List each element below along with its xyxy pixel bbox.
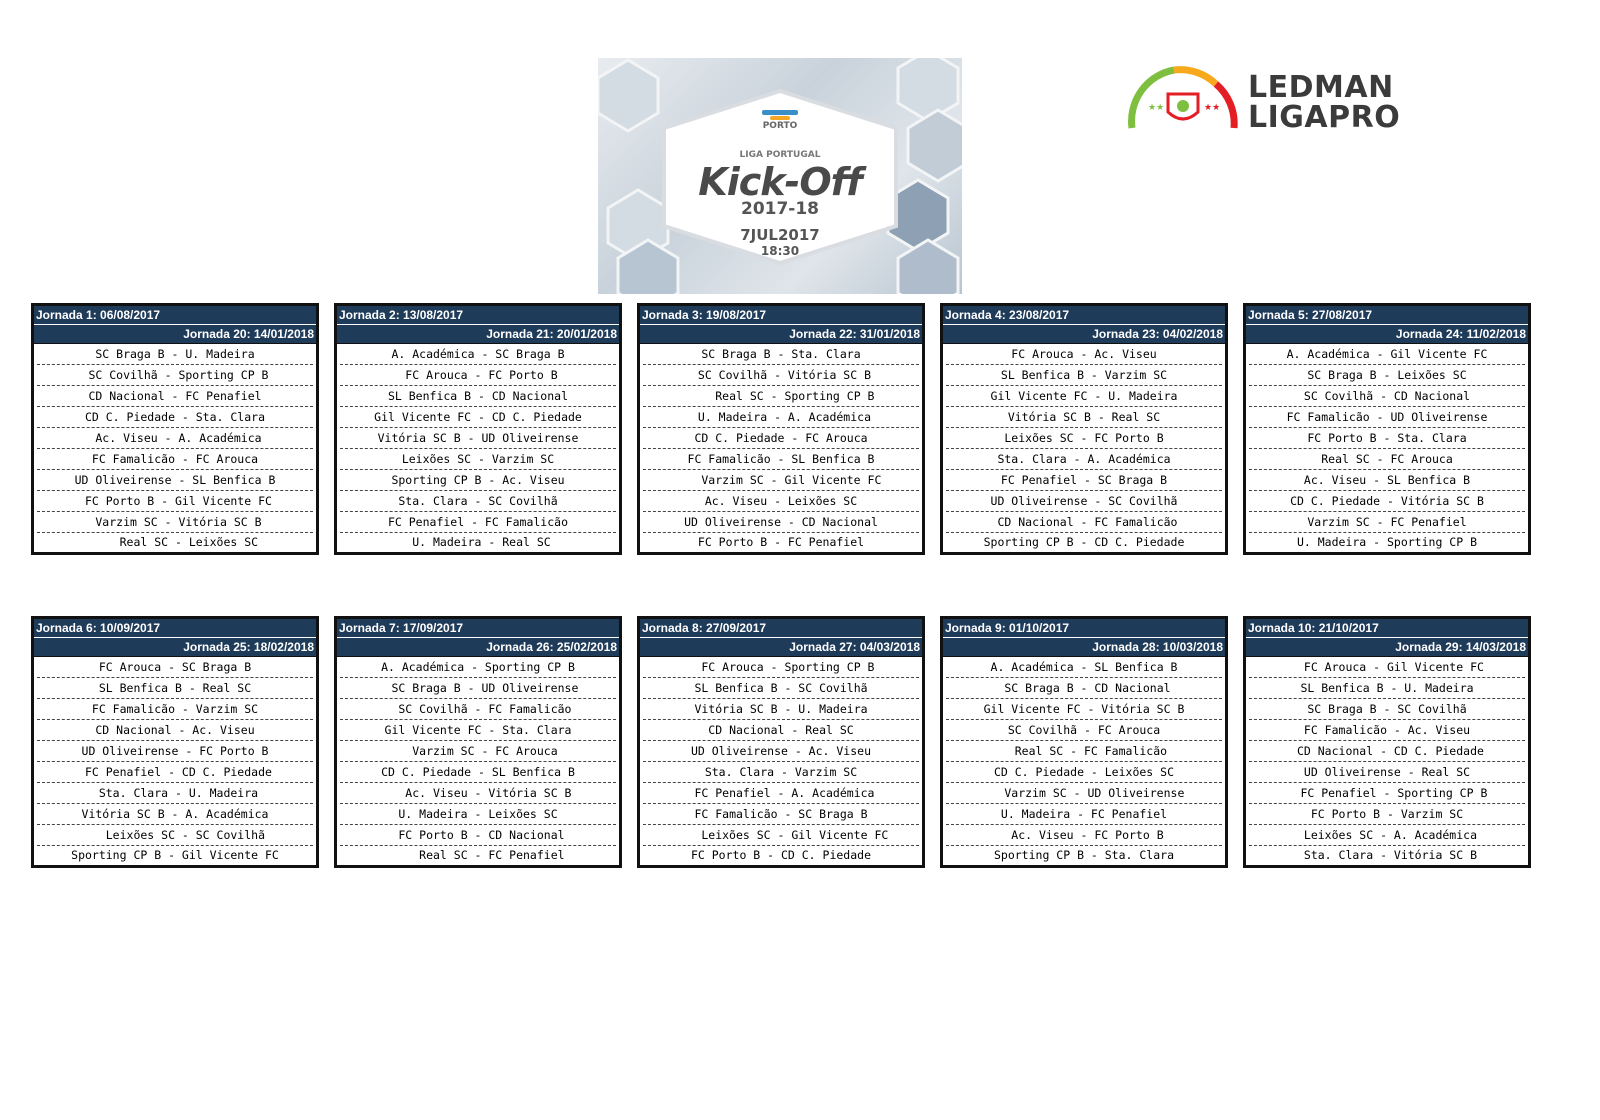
match-row: SC Covilhã - FC Arouca bbox=[946, 720, 1222, 741]
round-second-leg-header: Jornada 21: 20/01/2018 bbox=[337, 325, 619, 344]
svg-text:★★: ★★ bbox=[1204, 103, 1221, 113]
match-row: FC Porto B - CD C. Piedade bbox=[690, 848, 871, 862]
match-row: SL Benfica B - Real SC bbox=[37, 678, 313, 699]
match-row: SC Covilhã - CD Nacional bbox=[1249, 386, 1525, 407]
round-table bbox=[1243, 616, 1531, 868]
match-row: SC Braga B - SC Covilhã bbox=[1249, 699, 1525, 720]
match-row: Sporting CP B - Gil Vicente FC bbox=[71, 848, 279, 862]
match-row: Varzim SC - FC Arouca bbox=[340, 741, 616, 762]
match-row: SC Covilhã - FC Famalicão bbox=[340, 699, 616, 720]
round-table bbox=[940, 616, 1228, 868]
match-row: CD C. Piedade - FC Arouca bbox=[643, 428, 919, 449]
match-row: FC Arouca - Sporting CP B bbox=[643, 657, 919, 678]
ledman-ligapro-logo bbox=[1124, 62, 1414, 138]
match-row: FC Porto B - Sta. Clara bbox=[1249, 428, 1525, 449]
match-row: Leixões SC - SC Covilhã bbox=[37, 825, 313, 846]
match-row: Vitória SC B - A. Académica bbox=[37, 804, 313, 825]
match-row: SL Benfica B - SC Covilhã bbox=[643, 678, 919, 699]
match-row: Sta. Clara - Vitória SC B bbox=[1296, 848, 1477, 862]
logo-line1: LEDMAN bbox=[1248, 70, 1394, 105]
match-row: UD Oliveirense - Ac. Viseu bbox=[643, 741, 919, 762]
match-row: Varzim SC - Gil Vicente FC bbox=[643, 470, 919, 491]
round-table bbox=[637, 616, 925, 868]
match-row: FC Famalicão - FC Arouca bbox=[37, 449, 313, 470]
match-row: CD Nacional - FC Famalicão bbox=[946, 512, 1222, 533]
round-second-leg-header: Jornada 27: 04/03/2018 bbox=[640, 638, 922, 657]
match-row: Vitória SC B - UD Oliveirense bbox=[340, 428, 616, 449]
match-row: FC Porto B - FC Penafiel bbox=[697, 535, 865, 549]
match-row: Real SC - Sporting CP B bbox=[643, 386, 919, 407]
kickoff-banner bbox=[598, 58, 962, 294]
match-row: A. Académica - SL Benfica B bbox=[946, 657, 1222, 678]
match-row: U. Madeira - FC Penafiel bbox=[946, 804, 1222, 825]
round-first-leg-header: Jornada 10: 21/10/2017 bbox=[1246, 619, 1528, 638]
match-row: U. Madeira - Real SC bbox=[405, 535, 551, 549]
match-row: CD Nacional - Ac. Viseu bbox=[37, 720, 313, 741]
kickoff-season: 2017-18 bbox=[740, 199, 820, 219]
match-row: UD Oliveirense - CD Nacional bbox=[643, 512, 919, 533]
round-table bbox=[1243, 303, 1531, 555]
match-row: FC Arouca - Ac. Viseu bbox=[946, 344, 1222, 365]
kickoff-title: Kick-Off bbox=[698, 160, 862, 204]
match-row: U. Madeira - A. Académica bbox=[643, 407, 919, 428]
match-row: Varzim SC - Vitória SC B bbox=[37, 512, 313, 533]
match-row: Gil Vicente FC - Sta. Clara bbox=[340, 720, 616, 741]
round-second-leg-header: Jornada 25: 18/02/2018 bbox=[34, 638, 316, 657]
match-row: FC Porto B - CD Nacional bbox=[340, 825, 616, 846]
match-row: UD Oliveirense - Real SC bbox=[1249, 762, 1525, 783]
match-row: Vitória SC B - Real SC bbox=[946, 407, 1222, 428]
round-table bbox=[31, 616, 319, 868]
match-row: Vitória SC B - U. Madeira bbox=[643, 699, 919, 720]
match-row: SL Benfica B - U. Madeira bbox=[1249, 678, 1525, 699]
match-row: Sporting CP B - CD C. Piedade bbox=[983, 535, 1185, 549]
match-row: FC Arouca - SC Braga B bbox=[37, 657, 313, 678]
match-row: Real SC - FC Penafiel bbox=[391, 848, 565, 862]
match-row: UD Oliveirense - SC Covilhã bbox=[946, 491, 1222, 512]
round-second-leg-header: Jornada 24: 11/02/2018 bbox=[1246, 325, 1528, 344]
match-row: A. Académica - Gil Vicente FC bbox=[1249, 344, 1525, 365]
round-second-leg-header: Jornada 22: 31/01/2018 bbox=[640, 325, 922, 344]
match-row: CD C. Piedade - Vitória SC B bbox=[1249, 491, 1525, 512]
match-row: Ac. Viseu - FC Porto B bbox=[946, 825, 1222, 846]
round-first-leg-header: Jornada 1: 06/08/2017 bbox=[34, 306, 316, 325]
match-row: FC Penafiel - SC Braga B bbox=[946, 470, 1222, 491]
kickoff-time: 18:30 bbox=[760, 244, 800, 258]
round-first-leg-header: Jornada 7: 17/09/2017 bbox=[337, 619, 619, 638]
match-row: FC Arouca - FC Porto B bbox=[340, 365, 616, 386]
match-row: SC Covilhã - Vitória SC B bbox=[643, 365, 919, 386]
match-row: Sta. Clara - A. Académica bbox=[946, 449, 1222, 470]
round-second-leg-header: Jornada 20: 14/01/2018 bbox=[34, 325, 316, 344]
match-row: FC Famalicão - UD Oliveirense bbox=[1249, 407, 1525, 428]
kickoff-date: 7JUL2017 bbox=[740, 226, 820, 244]
round-first-leg-header: Jornada 4: 23/08/2017 bbox=[943, 306, 1225, 325]
match-row: Sta. Clara - SC Covilhã bbox=[340, 491, 616, 512]
round-second-leg-header: Jornada 26: 25/02/2018 bbox=[337, 638, 619, 657]
match-row: FC Penafiel - CD C. Piedade bbox=[37, 762, 313, 783]
round-first-leg-header: Jornada 5: 27/08/2017 bbox=[1246, 306, 1528, 325]
match-row: Varzim SC - UD Oliveirense bbox=[946, 783, 1222, 804]
match-row: SL Benfica B - Varzim SC bbox=[946, 365, 1222, 386]
match-row: CD Nacional - FC Penafiel bbox=[37, 386, 313, 407]
match-row: FC Penafiel - FC Famalicão bbox=[340, 512, 616, 533]
match-row: Varzim SC - FC Penafiel bbox=[1249, 512, 1525, 533]
round-table bbox=[940, 303, 1228, 555]
match-row: FC Famalicão - SC Braga B bbox=[643, 804, 919, 825]
match-row: Leixões SC - A. Académica bbox=[1249, 825, 1525, 846]
kickoff-org: PORTO bbox=[762, 121, 798, 131]
match-row: CD C. Piedade - Leixões SC bbox=[946, 762, 1222, 783]
kickoff-league: LIGA PORTUGAL bbox=[739, 150, 821, 160]
match-row: Ac. Viseu - A. Académica bbox=[37, 428, 313, 449]
match-row: CD Nacional - CD C. Piedade bbox=[1249, 741, 1525, 762]
match-row: Real SC - FC Arouca bbox=[1249, 449, 1525, 470]
match-row: Ac. Viseu - Vitória SC B bbox=[340, 783, 616, 804]
match-row: SC Braga B - UD Oliveirense bbox=[340, 678, 616, 699]
match-row: FC Porto B - Varzim SC bbox=[1249, 804, 1525, 825]
round-table bbox=[31, 303, 319, 555]
round-second-leg-header: Jornada 29: 14/03/2018 bbox=[1246, 638, 1528, 657]
match-row: SC Covilhã - Sporting CP B bbox=[37, 365, 313, 386]
match-row: FC Famalicão - Varzim SC bbox=[37, 699, 313, 720]
match-row: Gil Vicente FC - U. Madeira bbox=[946, 386, 1222, 407]
match-row: Sporting CP B - Ac. Viseu bbox=[340, 470, 616, 491]
match-row: FC Penafiel - Sporting CP B bbox=[1249, 783, 1525, 804]
match-row: Leixões SC - FC Porto B bbox=[946, 428, 1222, 449]
match-row: Ac. Viseu - SL Benfica B bbox=[1249, 470, 1525, 491]
round-table bbox=[334, 303, 622, 555]
match-row: CD C. Piedade - Sta. Clara bbox=[37, 407, 313, 428]
match-row: Ac. Viseu - Leixões SC bbox=[643, 491, 919, 512]
match-row: SC Braga B - U. Madeira bbox=[37, 344, 313, 365]
match-row: FC Famalicão - SL Benfica B bbox=[643, 449, 919, 470]
match-row: Sporting CP B - Sta. Clara bbox=[993, 848, 1174, 862]
match-row: FC Penafiel - A. Académica bbox=[643, 783, 919, 804]
logo-arc-icon bbox=[1124, 62, 1244, 138]
match-row: Real SC - FC Famalicão bbox=[946, 741, 1222, 762]
match-row: UD Oliveirense - SL Benfica B bbox=[37, 470, 313, 491]
match-row: U. Madeira - Leixões SC bbox=[340, 804, 616, 825]
match-row: CD Nacional - Real SC bbox=[643, 720, 919, 741]
match-row: SC Braga B - CD Nacional bbox=[946, 678, 1222, 699]
round-first-leg-header: Jornada 6: 10/09/2017 bbox=[34, 619, 316, 638]
round-first-leg-header: Jornada 3: 19/08/2017 bbox=[640, 306, 922, 325]
match-row: FC Famalicão - Ac. Viseu bbox=[1249, 720, 1525, 741]
round-table bbox=[334, 616, 622, 868]
round-first-leg-header: Jornada 9: 01/10/2017 bbox=[943, 619, 1225, 638]
match-row: SC Braga B - Sta. Clara bbox=[643, 344, 919, 365]
round-table bbox=[637, 303, 925, 555]
match-row: Real SC - Leixões SC bbox=[91, 535, 259, 549]
round-first-leg-header: Jornada 8: 27/09/2017 bbox=[640, 619, 922, 638]
match-row: UD Oliveirense - FC Porto B bbox=[37, 741, 313, 762]
match-row: Leixões SC - Varzim SC bbox=[340, 449, 616, 470]
match-row: FC Arouca - Gil Vicente FC bbox=[1249, 657, 1525, 678]
round-second-leg-header: Jornada 23: 04/02/2018 bbox=[943, 325, 1225, 344]
svg-text:★★: ★★ bbox=[1148, 103, 1165, 113]
match-row: Gil Vicente FC - CD C. Piedade bbox=[340, 407, 616, 428]
round-first-leg-header: Jornada 2: 13/08/2017 bbox=[337, 306, 619, 325]
match-row: Gil Vicente FC - Vitória SC B bbox=[946, 699, 1222, 720]
match-row: SL Benfica B - CD Nacional bbox=[340, 386, 616, 407]
match-row: Sta. Clara - U. Madeira bbox=[37, 783, 313, 804]
match-row: A. Académica - Sporting CP B bbox=[340, 657, 616, 678]
match-row: Sta. Clara - Varzim SC bbox=[643, 762, 919, 783]
match-row: FC Porto B - Gil Vicente FC bbox=[37, 491, 313, 512]
match-row: A. Académica - SC Braga B bbox=[340, 344, 616, 365]
match-row: Leixões SC - Gil Vicente FC bbox=[643, 825, 919, 846]
round-second-leg-header: Jornada 28: 10/03/2018 bbox=[943, 638, 1225, 657]
match-row: U. Madeira - Sporting CP B bbox=[1296, 535, 1477, 549]
logo-line2: LIGAPRO bbox=[1248, 100, 1401, 135]
match-row: SC Braga B - Leixões SC bbox=[1249, 365, 1525, 386]
match-row: CD C. Piedade - SL Benfica B bbox=[340, 762, 616, 783]
